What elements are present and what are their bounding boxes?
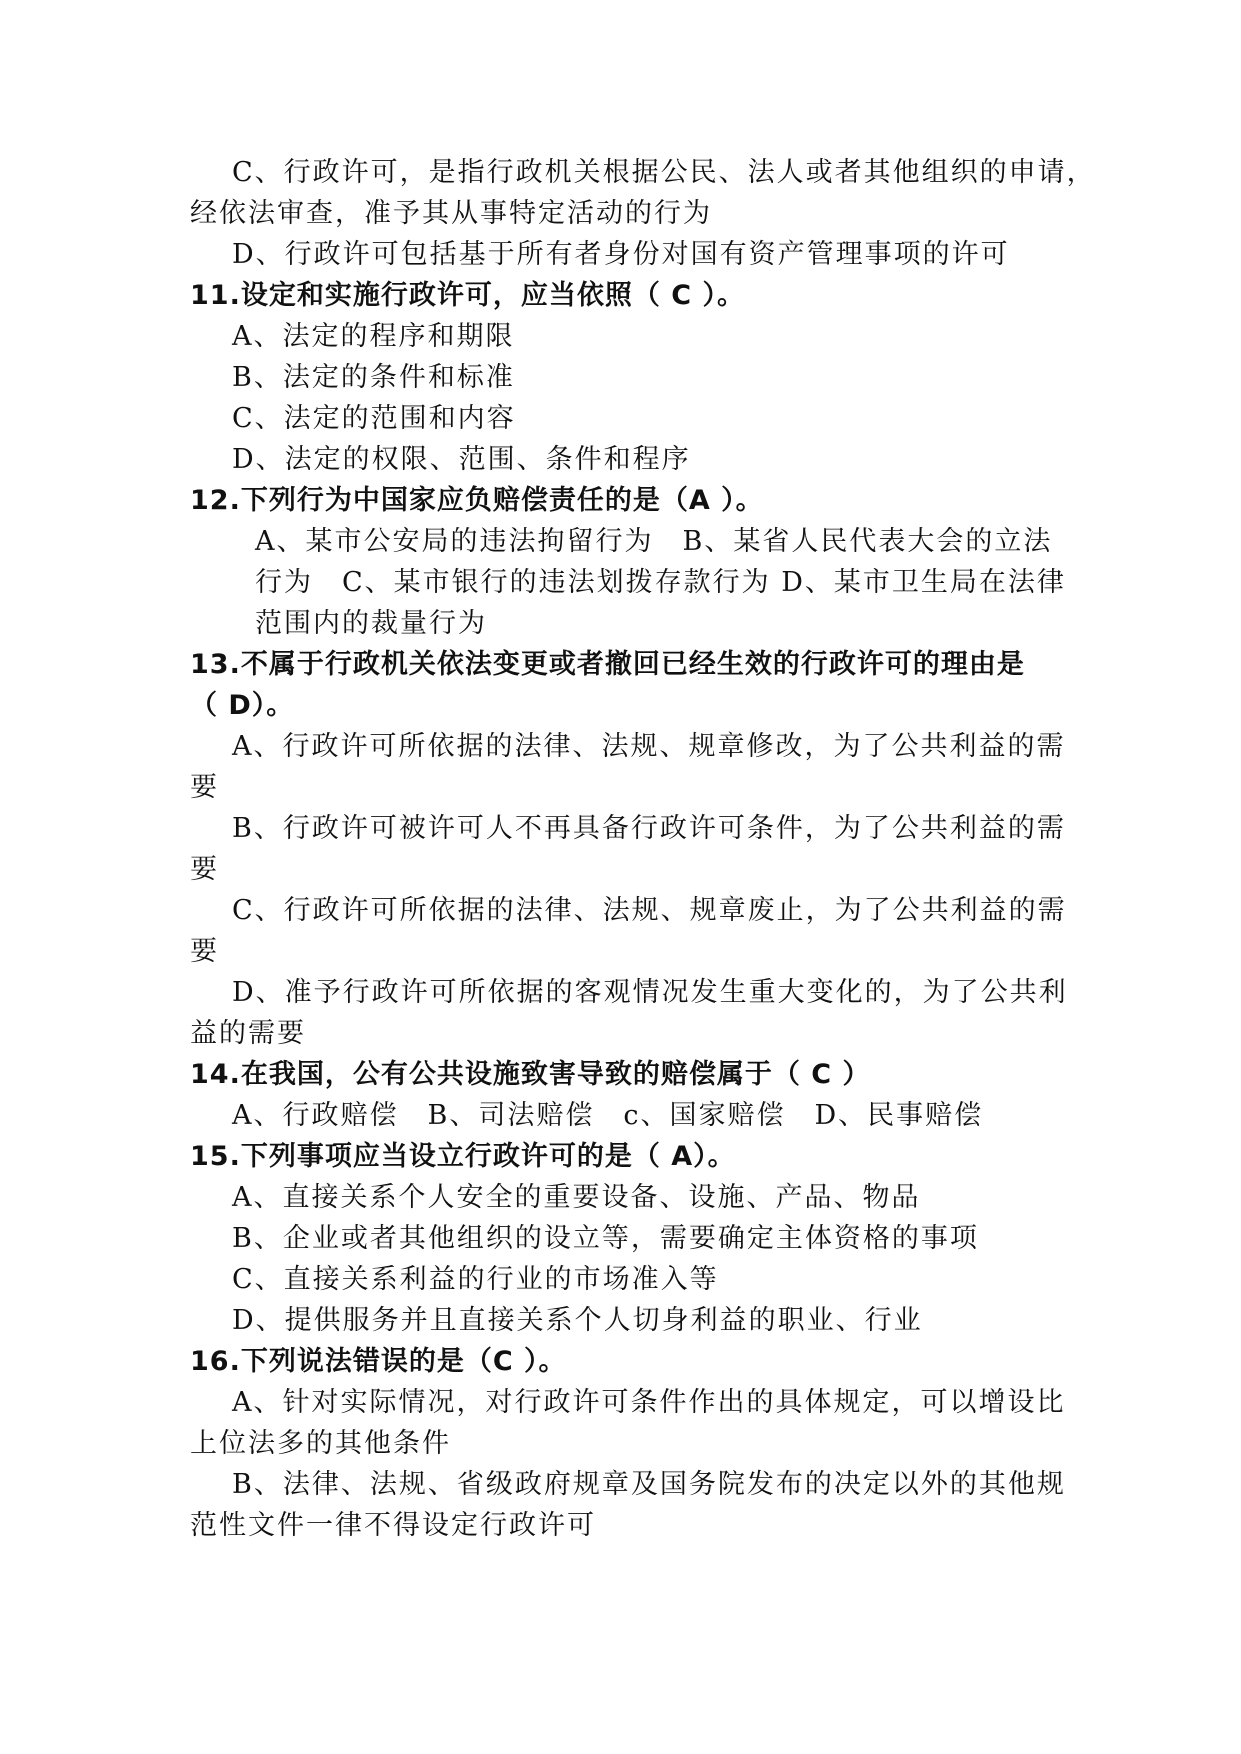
option-line: B、法律、法规、省级政府规章及国务院发布的决定以外的其他规: [232, 1469, 1066, 1500]
question-12: 12.下列行为中国家应负赔偿责任的是（A ）。: [190, 485, 764, 516]
option-line: A、行政许可所依据的法律、法规、规章修改，为了公共利益的需: [232, 731, 1066, 762]
option-line: B、企业或者其他组织的设立等，需要确定主体资格的事项: [232, 1223, 979, 1254]
option-continuation: 上位法多的其他条件: [190, 1428, 451, 1459]
option-line: 行为 C、某市银行的违法划拨存款行为 D、某市卫生局在法律: [255, 567, 1066, 598]
option-line: D、提供服务并且直接关系个人切身利益的职业、行业: [232, 1305, 923, 1336]
option-line: C、直接关系利益的行业的市场准入等: [232, 1264, 719, 1295]
option-continuation: 要: [190, 854, 219, 885]
option-line: 范围内的裁量行为: [255, 608, 487, 639]
option-line: A、针对实际情况，对行政许可条件作出的具体规定，可以增设比: [232, 1387, 1066, 1418]
question-16: 16.下列说法错误的是（C ）。: [190, 1346, 567, 1377]
option-continuation: 要: [190, 936, 219, 967]
option-line: B、行政许可被许可人不再具备行政许可条件，为了公共利益的需: [232, 813, 1066, 844]
option-line: C、法定的范围和内容: [232, 403, 516, 434]
question-13: 13.不属于行政机关依法变更或者撤回已经生效的行政许可的理由是: [190, 649, 1025, 680]
question-14: 14.在我国，公有公共设施致害导致的赔偿属于（ C ）: [190, 1059, 871, 1090]
option-line: A、直接关系个人安全的重要设备、设施、产品、物品: [232, 1182, 921, 1213]
option-line: D、准予行政许可所依据的客观情况发生重大变化的，为了公共利: [232, 977, 1068, 1008]
option-line: A、某市公安局的违法拘留行为 B、某省人民代表大会的立法: [255, 526, 1053, 557]
option-line: C、行政许可所依据的法律、法规、规章废止，为了公共利益的需: [232, 895, 1067, 926]
option-line: B、法定的条件和标准: [232, 362, 515, 393]
question-13-answer: （ D）。: [190, 690, 295, 721]
question-11: 11.设定和实施行政许可，应当依照（ C ）。: [190, 280, 745, 311]
option-continuation: 经依法审查，准予其从事特定活动的行为: [190, 198, 712, 229]
option-continuation: 范性文件一律不得设定行政许可: [190, 1510, 596, 1541]
option-continuation: 益的需要: [190, 1018, 306, 1049]
option-line: A、行政赔偿 B、司法赔偿 c、国家赔偿 D、民事赔偿: [232, 1100, 984, 1131]
option-line: C、行政许可，是指行政机关根据公民、法人或者其他组织的申请，: [232, 157, 1096, 188]
option-line: A、法定的程序和期限: [232, 321, 515, 352]
option-line: D、法定的权限、范围、条件和程序: [232, 444, 691, 475]
question-15: 15.下列事项应当设立行政许可的是（ A）。: [190, 1141, 736, 1172]
option-continuation: 要: [190, 772, 219, 803]
option-line: D、行政许可包括基于所有者身份对国有资产管理事项的许可: [232, 239, 1010, 270]
document-body: [190, 152, 1096, 1546]
